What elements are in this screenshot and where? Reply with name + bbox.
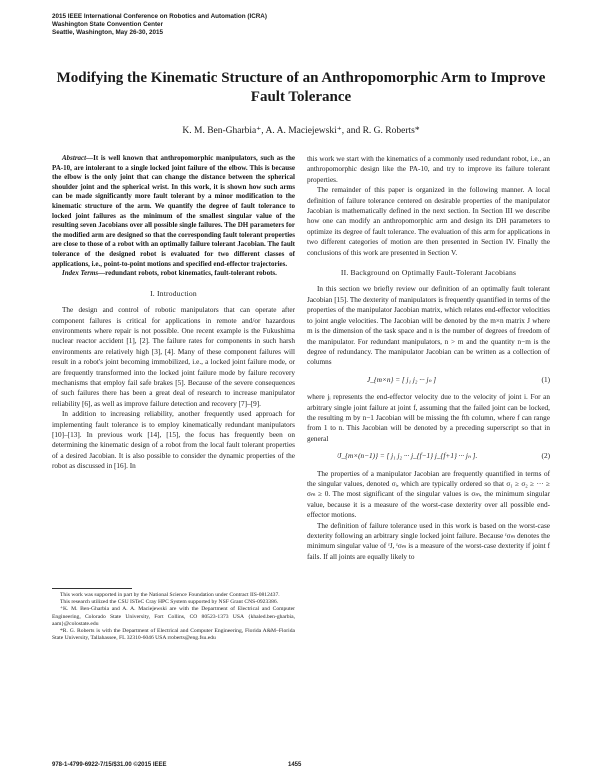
equation-1 (307, 375, 550, 385)
conference-venue: Washington State Convention Center (52, 21, 164, 29)
equation-1-number: (1) (541, 375, 550, 384)
footnotes (52, 592, 295, 642)
index-terms-label: Index Terms— (62, 269, 106, 278)
footnote-affiliation-1: ⁺K. M. Ben-Gharbia and A. A. Maciejewski are with the Department of Electrical and Computer Engineering, Colorado State University, Fort Collins, CO 80523-1373 USA {khaled.ben-gharbia, aam}@colostate.edu (52, 606, 295, 627)
abstract (52, 154, 295, 269)
section-heading-background: II. Background on Optimally Fault-Tolerant Jacobians (340, 268, 517, 278)
background-paragraph-1: In this section we briefly review our definition of an optimally fault tolerant Jacobian [15]. The dexterity of manipulators is frequently quantified in terms of the properties of the manipulator Jacobian matrix, which relates end-effector velocities to joint angle velocities. The Jacobian will be denoted by the m×n matrix J where m is the dimension of the task space and n is the number of degrees of freedom of the manipulator. For redundant manipulators, n > m and the quantity n−m is the degree of redundancy. The manipulator Jacobian can be written as a collection of columns (307, 285, 550, 367)
intro-paragraph-2: In addition to increasing reliability, another frequently used approach for implementing fault tolerance is to employ kinematically redundant manipulators [10]–[13]. In previous work [14], [15], the focus has frequently been on determining the kinematic design of a robot from the local fault tolerant properties of a desired Jacobian. It is also possible to consider the dynamic properties of the robot as discussed in [16]. In (52, 410, 295, 471)
paper-authors: K. M. Ben-Gharbia⁺, A. A. Maciejewski⁺, and R. G. Roberts* (182, 126, 420, 136)
page-footer (52, 762, 550, 768)
equation-1-body: J_{m×n} = [ j₁ j₂ ··· jₙ ] (367, 375, 437, 384)
left-column (52, 154, 295, 472)
index-terms (52, 269, 295, 279)
right-column (307, 154, 550, 562)
equation-2 (307, 451, 550, 461)
equation-2-body: ᶠJ_{m×(n−1)} = [ j₁ j₂ ··· j_{f−1} j_{f+1} ··· jₙ ]. (337, 452, 478, 461)
footnote-hpc: This research utilized the CSU ISTeC Cray HPC System supported by NSF Grant CNS-0923386. (60, 599, 279, 606)
background-paragraph-2: where jᵢ represents the end-effector velocity due to the velocity of joint i. For an arbitrary single joint failure at joint f, assuming that the failed joint can be locked, the resulting m by n−1 Jacobian will be missing the fth column, where f can range from 1 to n. This Jacobian will be denoted by a preceding superscript so that in general (307, 393, 550, 443)
footnote-rule (52, 588, 132, 589)
right-paragraph-1: The remainder of this paper is organized in the following manner. A local definition of failure tolerance centered on desirable properties of the manipulator Jacobian is mathematically defined in the next section. In Section III we describe how one can modify an anthropomorphic arm and design its DH parameters to optimize its degree of fault tolerance. The evaluation of this arm for applications in two different categories of motion are then presented in Section IV. Finally the conclusions of this work are presented in Section V. (307, 186, 550, 257)
conference-header (52, 13, 267, 38)
abstract-text: It is well known that anthropomorphic manipulators, such as the PA-10, are intolerant to a single locked joint failure of the elbow. This is because the elbow is the only joint that can change the distance between the spherical shoulder joint and the spherical wrist. In this work, it is shown how such arms can be made significantly more fault tolerant by a minor modification to the kinematic structure of the arm. We quantify the degree of fault tolerance to locked joint failures as the minimum of the smallest singular value of the resulting seven Jacobians over all possible single failures. The DH parameters for the modified arm are designed so that the corresponding fault tolerant properties are close to those of a robot with an optimally failure tolerant Jacobian. The fault tolerance of the designed robot is evaluated for two different classes of applications, i.e., point-to-point motions and specified end-effector trajectories. (52, 154, 295, 268)
abstract-label: Abstract— (62, 154, 94, 162)
footnote-affiliation-2: *R. G. Roberts is with the Department of Electrical and Computer Engineering, Florida A&M–Florida State University, Tallahassee, FL 32310-6046 USA rroberts@eng.fsu.edu (52, 628, 295, 642)
conference-location: Seattle, Washington, May 26-30, 2015 (52, 29, 164, 37)
footer-isbn: 978-1-4799-6922-7/15/$31.00 ©2015 IEEE (52, 762, 167, 768)
conference-name: 2015 IEEE International Conference on Robotics and Automation (ICRA) (52, 13, 267, 20)
equation-2-number: (2) (541, 452, 550, 461)
section-heading-introduction: I. Introduction (150, 288, 197, 298)
paper-title: Modifying the Kinematic Structure of an Anthropomorphic Arm to Improve Fault Tolerance (56, 70, 546, 105)
right-paragraph-0: this work we start with the kinematics of a commonly used redundant robot, i.e., an anthropomorphic design like the PA-10, and try to improve its failure tolerant properties. (307, 155, 550, 184)
page-number: 1455 (288, 762, 302, 768)
footnote-funding: This work was supported in part by the National Science Foundation under Contract IIS-0812437. (60, 592, 280, 598)
index-terms-text: redundant robots, robot kinematics, fault-tolerant robots. (105, 269, 277, 278)
background-paragraph-4: The definition of failure tolerance used in this work is based on the worst-case dexterity following an arbitrary single locked joint failure. Because ᶠσₘ denotes the minimum singular value of ᶠJ, ᶠσₘ is a measure of the worst-case dexterity if joint f fails. If all joints are equally likely to (307, 521, 550, 561)
background-paragraph-3: The properties of a manipulator Jacobian are frequently quantified in terms of the singular values, denoted σᵢ, which are typically ordered so that σ₁ ≥ σ₂ ≥ ··· ≥ σₘ ≥ 0. The most significant of the singular values is σₘ, the minimum singular value, because it is a measure of the worst-case dexterity over all possible end-effector motions. (307, 469, 550, 520)
intro-paragraph-1: The design and control of robotic manipulators that can operate after component failures is critical for applications in remote and/or hazardous environments where repair is not possible. One recent example is the Fukushima nuclear reactor accident [1], [2]. The failure rates for components in such harsh environments are relatively high [3], [4]. Many of these component failures will result in a robot's joint becoming immobilized, i.e., a locked joint failure mode, or are frequently transformed into the locked joint failure mode by failure recovery mechanisms that employ fail safe brakes [5]. Because of the severe consequences of such failures there has been a great deal of research to increase manipulator reliability [6], as well as improve failure detection and recovery [7]–[9]. (52, 306, 295, 408)
